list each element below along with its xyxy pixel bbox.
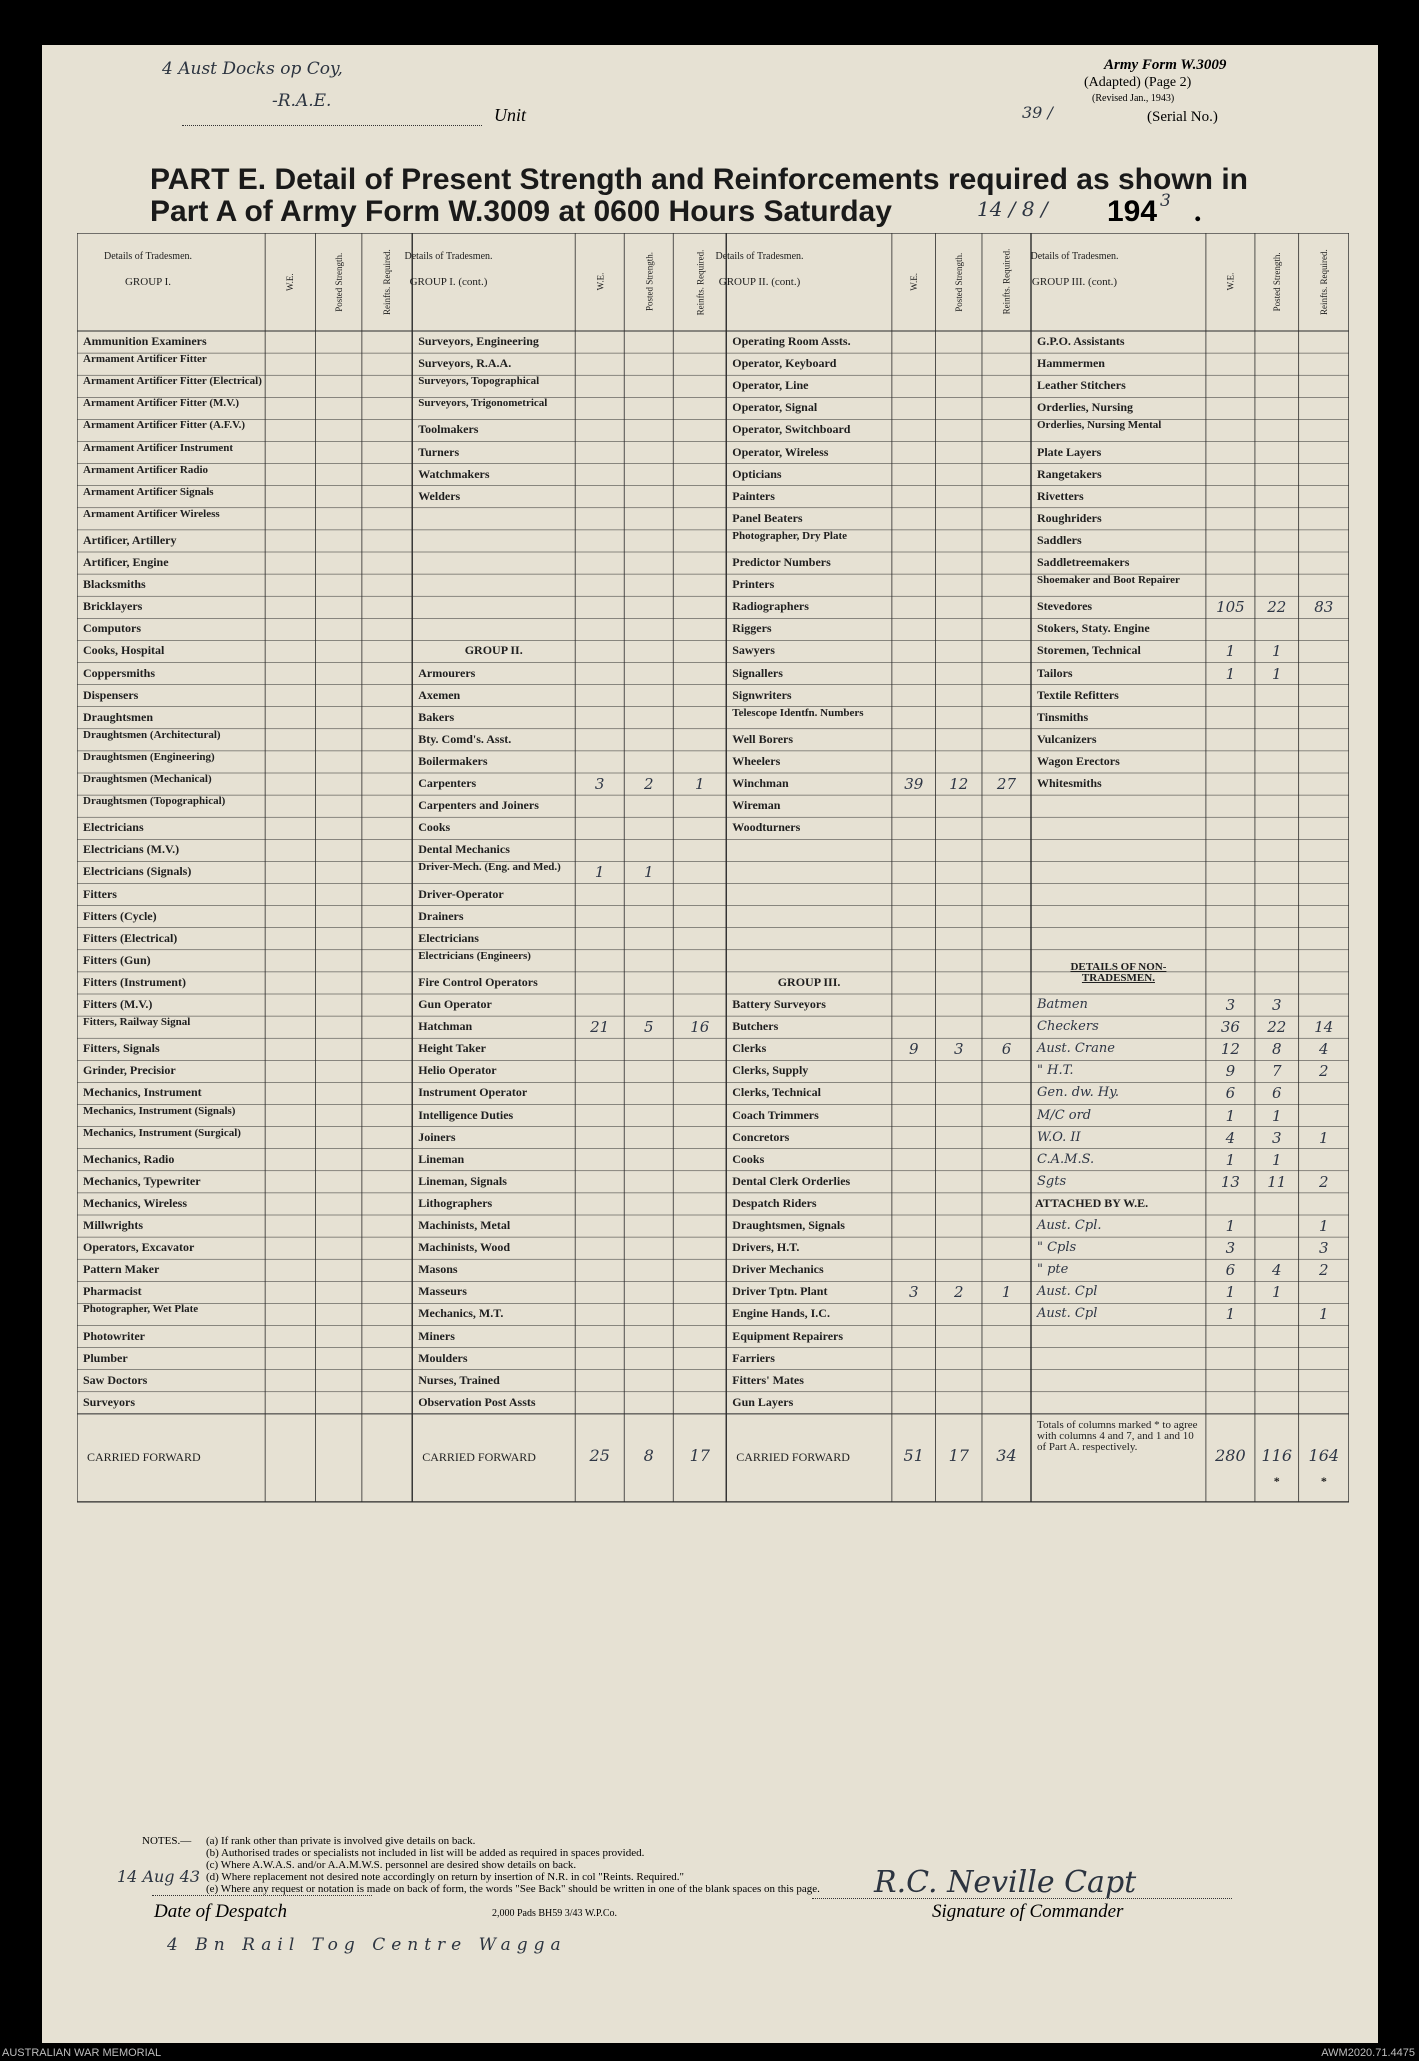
printer-line: 2,000 Pads BH59 3/43 W.P.Co. [492, 1908, 618, 1919]
col4-row-label: Aust. Cpl [1037, 1306, 1098, 1322]
col1-row-label: Coppersmiths [83, 665, 156, 680]
col4-row-value: 1 [1225, 1283, 1236, 1302]
carried-forward-value: 116 [1261, 1445, 1293, 1465]
col2-row-label: Axemen [418, 687, 461, 702]
col2-row-label: Instrument Operator [418, 1085, 528, 1100]
unit-handwritten: 4 Aust Docks op Coy, [162, 59, 343, 79]
col4-row-value: 1 [1225, 1217, 1236, 1235]
col2-row-label: Machinists, Metal [418, 1218, 511, 1232]
col1-row-label: Saw Doctors [83, 1372, 148, 1387]
col2-row-label: Intelligence Duties [418, 1107, 514, 1122]
col1-row-label: Armament Artificer Fitter (A.F.V.) [83, 419, 246, 432]
col3-row-label: Concretors [732, 1129, 790, 1144]
col1-row-label: Ammunition Examiners [83, 334, 207, 348]
signature-label: Signature of Commander [932, 1901, 1124, 1922]
col2-row-label: Gun Operator [418, 997, 492, 1011]
col4-row-value: 6 [1272, 1084, 1282, 1103]
col3-row-label: Riggers [732, 621, 772, 636]
col2-row-label: Bakers [418, 709, 455, 724]
col4-row-value: 1 [1319, 1217, 1329, 1235]
col4-row-value: 11 [1267, 1172, 1287, 1191]
title-line-2: Part A of Army Form W.3009 at 0600 Hours Saturday [150, 195, 892, 228]
col1-row-label: Electricians [83, 820, 144, 835]
col4-row-label: " pte [1037, 1262, 1069, 1278]
subhead-posted-block2: Posted Strength. [643, 252, 654, 312]
footer-right: AWM2020.71.4475 [1321, 2047, 1415, 2059]
subhead-reinfts-block4: Reinfts. Required. [1318, 249, 1329, 315]
total-asterisk: * [1273, 1473, 1280, 1488]
col2-row-label: Masseurs [418, 1284, 467, 1299]
col4-row-value: 83 [1314, 598, 1334, 617]
col1-row-label: Armament Artificer Fitter (M.V.) [83, 397, 240, 410]
col1-row-label: Fitters, Signals [83, 1041, 160, 1056]
col1-row-label: Mechanics, Instrument [83, 1085, 202, 1100]
col4-row-value: 3 [1225, 1239, 1236, 1258]
col1-row-label: Fitters (Cycle) [83, 908, 157, 923]
col3-row-value: 3 [954, 1040, 964, 1059]
col4-row-value: 1 [1272, 664, 1282, 683]
col2-row-value: 16 [690, 1018, 710, 1037]
col4-row-label: Wagon Erectors [1037, 753, 1120, 768]
total-asterisk: * [1320, 1473, 1327, 1488]
col4-row-value: 9 [1225, 1062, 1236, 1081]
col3-row-value: 1 [1001, 1283, 1012, 1302]
col2-row-label: Mechanics, M.T. [418, 1306, 504, 1321]
col2-row-value: 1 [594, 863, 605, 882]
col1-row-label: Artificer, Artillery [83, 532, 177, 547]
army-form-page [42, 45, 1378, 2043]
col4-row-value: 22 [1267, 598, 1287, 617]
col1-row-label: Fitters (M.V.) [83, 997, 153, 1011]
col4-row-label: Roughriders [1037, 510, 1102, 525]
carried-forward-value: 51 [903, 1445, 924, 1465]
col2-row-label: Carpenters and Joiners [418, 798, 539, 813]
col1-row-label: Mechanics, Typewriter [83, 1173, 201, 1188]
col1-row-label: Computors [83, 621, 142, 636]
subhead-we-block2: W.E. [594, 273, 605, 291]
col1-row-label: Draughtsmen (Mechanical) [83, 773, 212, 785]
col2-row-value: 1 [643, 863, 654, 882]
signature-underline [812, 1898, 1232, 1899]
carried-forward-value: 17 [948, 1445, 969, 1465]
title-line-1: PART E. Detail of Present Strength and Reinforcements required as shown in [150, 163, 1248, 196]
col1-row-label: Photowriter [83, 1328, 145, 1343]
commander-signature: R.C. Neville Capt [874, 1865, 1137, 1900]
col3-row-label: Gun Layers [732, 1394, 794, 1409]
carried-totals-note: Totals of columns marked * to agree with columns 4 and 7, and 1 and 10 of Part A. respectively. [1037, 1418, 1198, 1453]
col3-row-label: Dental Clerk Orderlies [732, 1173, 851, 1188]
subhead-we-block1: W.E. [285, 273, 296, 291]
col3-row-label: Drivers, H.T. [732, 1240, 800, 1255]
col1-row-label: Armament Artificer Wireless [83, 507, 220, 520]
col4-row-label: Stokers, Staty. Engine [1037, 621, 1150, 636]
col3-row-label: Wireman [732, 798, 781, 813]
col4-row-value: 2 [1319, 1261, 1329, 1280]
note-b: (b) Authorised trades or specialists not included in list will be added as required in spaces provided. [206, 1847, 645, 1859]
col1-header-details: Details of Tradesmen. [103, 251, 193, 262]
col4-row-label: DETAILS OF NON-TRADESMEN. [1070, 960, 1167, 984]
col4-row-label: Checkers [1037, 1019, 1099, 1035]
col1-row-label: Armament Artificer Fitter [83, 353, 207, 366]
col1-row-label: Pattern Maker [83, 1262, 160, 1277]
col3-row-label: Clerks, Technical [732, 1085, 821, 1100]
col3-row-label: Engine Hands, I.C. [732, 1306, 830, 1321]
carried-forward-value: 8 [643, 1445, 654, 1465]
col4-row-label: Textile Refitters [1037, 687, 1119, 702]
col4-row-value: 3 [1225, 996, 1236, 1014]
notes-list [206, 1835, 820, 1895]
col1-row-label: Plumber [83, 1350, 128, 1365]
col3-row-label: Butchers [732, 1019, 779, 1034]
col4-row-value: 1 [1225, 1305, 1236, 1324]
carried-forward-value: 17 [689, 1445, 710, 1465]
note-c: (c) Where A.W.A.S. and/or A.A.M.W.S. personnel are desired show details on back. [206, 1859, 577, 1871]
col4-row-label: Tinsmiths [1037, 709, 1089, 724]
col1-row-label: Armament Artificer Radio [83, 463, 209, 476]
col2-row-label: Lineman [418, 1151, 465, 1166]
footer-left: AUSTRALIAN WAR MEMORIAL [2, 2047, 162, 2059]
col2-row-label: Welders [418, 488, 461, 503]
col4-row-label: Batmen [1037, 997, 1088, 1012]
carried-forward-label: CARRIED FORWARD [736, 1449, 850, 1464]
form-adapted: (Adapted) (Page 2) [1084, 75, 1192, 90]
col1-header-group: GROUP I. [124, 276, 172, 288]
col4-row-label: Orderlies, Nursing [1037, 400, 1133, 415]
col3-row-label: Operator, Line [732, 378, 809, 393]
form-revised: (Revised Jan., 1943) [1092, 93, 1175, 104]
col2-row-label: Boilermakers [418, 753, 488, 768]
col1-row-label: Fitters [83, 886, 117, 901]
col4-row-value: 105 [1216, 598, 1245, 617]
col3-row-label: Opticians [732, 466, 782, 481]
serial-label: (Serial No.) [1147, 109, 1218, 125]
col2-row-label: Surveyors, Trigonometrical [418, 397, 548, 410]
col1-row-label: Millwrights [83, 1218, 143, 1232]
note-a: (a) If rank other than private is involved give details on back. [206, 1835, 476, 1847]
col2-row-label: Watchmakers [418, 466, 490, 481]
col2-row-label: Lineman, Signals [418, 1173, 507, 1188]
col4-row-label: ATTACHED BY W.E. [1035, 1195, 1149, 1210]
despatch-date-label: Date of Despatch [154, 1901, 287, 1922]
unit-label: Unit [494, 105, 527, 125]
col2-row-label: Driver-Operator [418, 886, 504, 901]
title-end: . [1194, 195, 1202, 228]
col2-row-label: Drainers [418, 908, 464, 923]
col4-row-label: Storemen, Technical [1037, 643, 1141, 658]
col4-row-value: 1 [1272, 1150, 1282, 1169]
col3-row-label: Operator, Signal [732, 400, 818, 415]
col4-row-label: " H.T. [1037, 1063, 1074, 1079]
col1-row-label: Blacksmiths [83, 577, 146, 592]
col4-row-label: Aust. Cpl [1037, 1284, 1098, 1300]
note-d: (d) Where replacement not desired note accordingly on return by insertion of N.R. in col "Reints. Required." [206, 1871, 684, 1883]
col2-row-label: Hatchman [418, 1019, 473, 1034]
carried-forward-label: CARRIED FORWARD [87, 1449, 201, 1464]
col3-row-label: Telescope Identfn. Numbers [732, 706, 864, 719]
col3-row-label: Predictor Numbers [732, 555, 831, 569]
col1-row-label: Fitters, Railway Signal [83, 1016, 191, 1029]
col4-row-value: 22 [1267, 1018, 1287, 1037]
col3-row-label: Driver Mechanics [732, 1262, 824, 1277]
col4-row-value: 8 [1272, 1040, 1282, 1059]
col2-row-label: Bty. Comd's. Asst. [418, 731, 512, 746]
date-underline [152, 1895, 372, 1896]
col2-row-label: Fire Control Operators [418, 974, 538, 989]
col1-row-label: Armament Artificer Fitter (Electrical) [83, 375, 262, 388]
col2-row-label: Surveyors, Engineering [418, 334, 539, 348]
unit-underline [182, 125, 482, 126]
col4-row-label: Saddlers [1037, 532, 1082, 547]
col4-row-label: Aust. Cpl. [1037, 1218, 1102, 1233]
bottom-handwritten: 4 Bn Rail Tog Centre Wagga [167, 1935, 567, 1955]
col2-row-label: Miners [418, 1328, 455, 1343]
col4-row-value: 1 [1272, 642, 1282, 661]
col3-row-label: Fitters' Mates [732, 1372, 804, 1387]
col4-row-value: 2 [1319, 1062, 1329, 1081]
unit-handwritten-2: -R.A.E. [272, 91, 332, 111]
col3-row-label: Painters [732, 488, 775, 503]
col2-row-label: Armourers [418, 665, 476, 680]
col1-row-label: Bricklayers [83, 599, 143, 614]
col3-row-label: Driver Tptn. Plant [732, 1284, 828, 1299]
col4-row-label: Shoemaker and Boot Repairer [1037, 574, 1180, 587]
col2-row-label: Cooks [418, 820, 451, 835]
col4-row-value: 2 [1319, 1172, 1329, 1191]
serial-handwritten: 39 / [1022, 103, 1053, 122]
col1-row-label: Photographer, Wet Plate [83, 1303, 199, 1316]
col3-row-value: 9 [908, 1040, 919, 1059]
col4-row-value: 1 [1319, 1305, 1329, 1324]
col3-row-label: Operator, Keyboard [732, 356, 837, 371]
col2-row-label: Surveyors, R.A.A. [418, 356, 512, 371]
col2-row-label: Dental Mechanics [418, 842, 510, 857]
col3-row-label: Sawyers [732, 643, 775, 658]
col2-row-label: Lithographers [418, 1195, 493, 1210]
col3-row-value: 27 [996, 775, 1017, 793]
col4-row-label: Rivetters [1037, 488, 1084, 503]
col4-row-value: 1 [1272, 1106, 1282, 1125]
col4-row-value: 1 [1225, 1106, 1236, 1125]
col2-row-label: GROUP II. [464, 643, 523, 658]
col3-row-value: 3 [908, 1283, 919, 1302]
col4-row-value: 3 [1319, 1239, 1329, 1258]
subhead-we-block4: W.E. [1225, 273, 1236, 291]
col3-row-label: Equipment Repairers [732, 1328, 844, 1343]
col3-row-label: Radiographers [732, 599, 809, 614]
col1-row-label: Operators, Excavator [83, 1240, 195, 1255]
subhead-we-block3: W.E. [908, 273, 919, 291]
col4-row-label: Gen. dw. Hy. [1037, 1085, 1119, 1101]
col1-row-label: Fitters (Electrical) [83, 930, 178, 945]
col1-row-label: Armament Artificer Signals [83, 485, 214, 498]
col4-row-label: Aust. Crane [1037, 1041, 1115, 1057]
col4-row-value: 3 [1272, 1128, 1282, 1147]
col3-row-label: Printers [732, 577, 775, 592]
col3-row-label: Battery Surveyors [732, 997, 826, 1011]
col3-row-label: Photographer, Dry Plate [732, 529, 848, 542]
col4-row-label: Vulcanizers [1037, 731, 1097, 746]
col4-row-label: Leather Stitchers [1037, 378, 1126, 393]
col3-row-label: Coach Trimmers [732, 1107, 819, 1122]
col2-row-label: Machinists, Wood [418, 1240, 511, 1255]
year-handwritten: 3 [1160, 191, 1171, 211]
col3-row-label: Operator, Wireless [732, 444, 829, 459]
col1-row-label: Draughtsmen [83, 709, 154, 724]
col1-row-label: Fitters (Gun) [83, 952, 151, 967]
col2-row-label: Turners [418, 444, 460, 459]
col3-row-label: Winchman [732, 776, 789, 790]
col4-header-details: Details of Tradesmen. [1030, 251, 1119, 262]
col4-row-label: Orderlies, Nursing Mental [1037, 419, 1162, 432]
col2-row-label: Carpenters [418, 776, 477, 790]
col2-row-value: 21 [590, 1018, 610, 1037]
col4-row-label: Whitesmiths [1037, 776, 1102, 790]
col1-row-label: Dispensers [83, 687, 139, 702]
col2-row-value: 5 [643, 1018, 654, 1037]
col1-row-label: Cooks, Hospital [83, 643, 165, 658]
col1-row-label: Draughtsmen (Topographical) [83, 795, 226, 808]
col1-row-label: Electricians (M.V.) [83, 842, 180, 857]
col1-row-label: Mechanics, Radio [83, 1151, 175, 1166]
col4-row-label: Stevedores [1037, 599, 1093, 614]
col1-row-label: Mechanics, Instrument (Signals) [83, 1104, 236, 1117]
notes-heading: NOTES.— [142, 1835, 192, 1847]
col3-header-details: Details of Tradesmen. [715, 251, 804, 262]
col3-row-value: 39 [904, 775, 924, 793]
col4-row-label: Tailors [1037, 665, 1073, 680]
col3-row-label: Clerks, Supply [732, 1063, 809, 1078]
col3-row-value: 12 [949, 775, 969, 793]
subhead-posted-block1: Posted Strength. [333, 252, 344, 312]
col3-row-label: Cooks [732, 1151, 765, 1166]
despatch-date-handwritten: 14 Aug 43 [117, 1867, 200, 1886]
col4-row-label: M/C ord [1037, 1107, 1092, 1123]
carried-forward-value: 34 [996, 1445, 1017, 1465]
col1-row-label: Surveyors [83, 1394, 135, 1409]
col4-row-label: Saddletreemakers [1037, 555, 1130, 569]
col4-row-label: Plate Layers [1037, 444, 1102, 459]
col3-row-label: GROUP III. [777, 974, 841, 989]
col4-row-value: 6 [1225, 1261, 1236, 1280]
col4-header-group: GROUP III. (cont.) [1031, 276, 1118, 288]
col2-row-label: Masons [418, 1262, 458, 1277]
col3-row-value: 6 [1001, 1040, 1012, 1059]
subhead-reinfts-block3: Reinfts. Required. [1001, 249, 1012, 315]
col4-row-value: 12 [1220, 1040, 1240, 1059]
col3-row-label: Draughtsmen, Signals [732, 1218, 845, 1232]
col2-row-label: Electricians (Engineers) [418, 949, 531, 962]
col1-row-label: Pharmacist [83, 1284, 142, 1299]
col2-header-group: GROUP I. (cont.) [409, 276, 488, 288]
col4-row-label: Sgts [1037, 1173, 1067, 1189]
subhead-reinfts-block1: Reinfts. Required. [382, 249, 393, 315]
col4-row-label: " Cpls [1037, 1240, 1077, 1256]
col4-row-value: 1 [1225, 642, 1236, 661]
col2-row-label: Observation Post Assts [418, 1394, 536, 1409]
col3-row-label: Wheelers [732, 753, 781, 768]
col1-row-label: Fitters (Instrument) [83, 974, 186, 989]
carried-forward-label: CARRIED FORWARD [422, 1449, 536, 1464]
note-e: (e) Where any request or notation is made on back of form, the words "See Back" should be written in one of the blank spaces on this page. [206, 1883, 820, 1895]
col4-row-label: G.P.O. Assistants [1037, 334, 1125, 348]
col4-row-value: 4 [1272, 1261, 1282, 1280]
strength-table [77, 233, 1349, 1819]
col1-row-label: Grinder, Precisior [83, 1063, 176, 1078]
col1-row-label: Draughtsmen (Architectural) [83, 728, 221, 741]
col3-row-label: Signallers [732, 665, 783, 680]
col2-row-label: Driver-Mech. (Eng. and Med.) [418, 861, 561, 874]
col3-row-label: Well Borers [732, 731, 794, 746]
year-printed: 194 [1107, 195, 1158, 228]
subhead-posted-block4: Posted Strength. [1271, 252, 1282, 312]
col3-row-label: Panel Beaters [732, 510, 803, 525]
col4-row-value: 14 [1314, 1018, 1334, 1037]
col2-row-label: Surveyors, Topographical [418, 375, 540, 388]
col4-row-label: C.A.M.S. [1037, 1151, 1095, 1167]
col3-row-label: Farriers [732, 1350, 775, 1365]
col2-row-label: Nurses, Trained [418, 1372, 500, 1387]
col4-row-value: 4 [1225, 1128, 1236, 1147]
col4-row-value: 13 [1220, 1172, 1240, 1191]
col4-row-value: 1 [1272, 1283, 1282, 1302]
col2-row-label: Toolmakers [418, 422, 479, 437]
col1-row-label: Artificer, Engine [83, 555, 169, 569]
col1-row-label: Armament Artificer Instrument [83, 441, 234, 454]
col4-row-label: Rangetakers [1037, 466, 1102, 481]
col1-row-label: Mechanics, Wireless [83, 1195, 187, 1210]
col3-row-label: Operating Room Assts. [732, 334, 851, 348]
carried-forward-value: 280 [1215, 1445, 1246, 1465]
col1-row-label: Electricians (Signals) [83, 864, 192, 879]
col2-row-label: Electricians [418, 930, 479, 945]
carried-forward-value: 164 [1308, 1445, 1340, 1465]
col4-row-label: Hammermen [1037, 356, 1105, 371]
col3-row-label: Woodturners [732, 820, 801, 835]
col2-row-value: 3 [594, 775, 605, 793]
date-handwritten: 14 / 8 / [977, 197, 1048, 221]
col3-row-label: Clerks [732, 1041, 767, 1056]
form-name: Army Form W.3009 [1104, 57, 1227, 73]
col4-row-value: 36 [1220, 1018, 1240, 1037]
col4-row-value: 1 [1319, 1128, 1329, 1147]
col2-row-label: Helio Operator [418, 1063, 497, 1078]
col4-row-value: 7 [1272, 1062, 1282, 1081]
subhead-posted-block3: Posted Strength. [953, 252, 964, 312]
col4-row-value: 6 [1225, 1084, 1236, 1103]
col2-row-label: Height Taker [418, 1041, 486, 1056]
col4-row-value: 3 [1272, 996, 1282, 1014]
col1-row-label: Mechanics, Instrument (Surgical) [83, 1126, 241, 1139]
col3-row-label: Signwriters [732, 687, 792, 702]
col4-row-value: 4 [1319, 1040, 1329, 1059]
col2-row-value: 2 [643, 775, 654, 793]
col4-row-label: W.O. II [1037, 1129, 1081, 1145]
col1-row-label: Draughtsmen (Engineering) [83, 750, 215, 763]
col2-row-value: 1 [694, 775, 705, 793]
col2-header-details: Details of Tradesmen. [404, 251, 493, 262]
col3-header-group: GROUP II. (cont.) [718, 276, 801, 288]
col2-row-label: Moulders [418, 1350, 468, 1365]
col3-row-label: Despatch Riders [732, 1195, 817, 1210]
subhead-reinfts-block2: Reinfts. Required. [694, 249, 705, 315]
col2-row-label: Joiners [418, 1129, 456, 1144]
col3-row-label: Operator, Switchboard [732, 422, 851, 437]
col4-row-value: 1 [1225, 664, 1236, 683]
carried-forward-value: 25 [589, 1445, 610, 1465]
col4-row-value: 1 [1225, 1150, 1236, 1169]
col3-row-value: 2 [954, 1283, 964, 1302]
